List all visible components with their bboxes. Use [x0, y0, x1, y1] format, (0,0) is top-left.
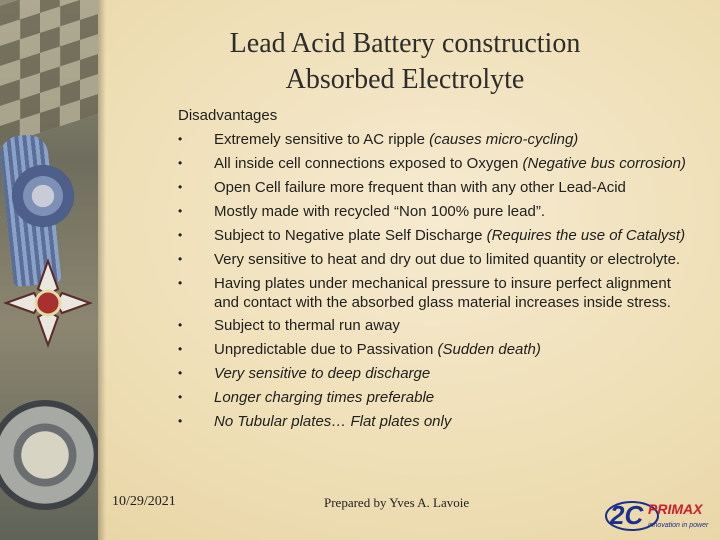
- item-text: Subject to Negative plate Self Discharge: [214, 227, 487, 244]
- title-line-1: Lead Acid Battery construction: [229, 28, 581, 59]
- maltese-cross-medal-icon: [0, 255, 96, 351]
- list-item: [178, 201, 698, 222]
- logo-name: PRIMAX: [648, 501, 703, 517]
- list-item: [178, 339, 698, 360]
- item-text: Unpredictable due to Passivation: [214, 341, 438, 358]
- decorative-photo-strip: [0, 0, 98, 540]
- bullet-icon: •: [178, 342, 183, 356]
- section-heading: Disadvantages: [178, 107, 278, 124]
- rosette-decoration: [12, 165, 74, 227]
- slide-title: [130, 26, 680, 98]
- bullet-icon: •: [178, 390, 183, 404]
- bullet-icon: •: [178, 252, 183, 266]
- item-text: All inside cell connections exposed to Oxygen: [214, 155, 523, 172]
- bullet-icon: •: [178, 204, 183, 218]
- logo-tagline: innovation in power: [648, 522, 709, 529]
- item-note: Longer charging times preferable: [214, 389, 435, 406]
- list-item: [178, 363, 698, 384]
- item-note: (Sudden death): [437, 341, 541, 358]
- list-item: [178, 411, 698, 432]
- list-item: [178, 315, 698, 336]
- item-note: No Tubular plates… Flat plates only: [214, 413, 452, 430]
- bullet-icon: •: [178, 156, 183, 170]
- strip-shadow: [98, 0, 106, 540]
- item-note: (causes micro-cycling): [429, 131, 579, 148]
- bullet-icon: •: [178, 276, 183, 290]
- chessboard-decoration: [0, 0, 98, 146]
- item-text: Open Cell failure more frequent than with any other Lead-Acid: [214, 179, 626, 196]
- list-item: [178, 249, 698, 270]
- bullet-icon: •: [178, 318, 183, 332]
- bullet-icon: •: [178, 180, 183, 194]
- primax-logo-icon: [604, 494, 716, 536]
- svg-text:2C: 2C: [610, 500, 644, 530]
- item-text: Subject to thermal run away: [214, 317, 400, 334]
- item-text: Having plates under mechanical pressure to insure perfect alignment and contact with the absorbed glass material increases inside stress.: [214, 275, 671, 311]
- item-note: (Negative bus corrosion): [522, 155, 686, 172]
- item-text: Mostly made with recycled “Non 100% pure lead”.: [214, 203, 545, 220]
- disadvantages-list: [178, 106, 698, 432]
- list-item: [178, 153, 698, 174]
- item-note: (Requires the use of Catalyst): [486, 227, 686, 244]
- list-item: [178, 177, 698, 198]
- item-text: Very sensitive to heat and dry out due to limited quantity or electrolyte.: [214, 251, 681, 268]
- list-item: [178, 387, 698, 408]
- slide-footer-author: Prepared by Yves A. Lavoie: [324, 495, 470, 510]
- bullet-icon: •: [178, 132, 183, 146]
- list-item: [178, 129, 698, 150]
- slide-date: 10/29/2021: [112, 494, 176, 509]
- item-note: Very sensitive to deep discharge: [214, 365, 431, 382]
- bullet-icon: •: [178, 414, 183, 428]
- bullet-icon: •: [178, 228, 183, 242]
- title-line-2: Absorbed Electrolyte: [285, 64, 525, 95]
- item-text: Extremely sensitive to AC ripple: [214, 131, 430, 148]
- bullet-icon: •: [178, 366, 183, 380]
- list-item: [178, 225, 698, 246]
- list-item: [178, 273, 698, 312]
- compass-medal-decoration: [0, 400, 98, 510]
